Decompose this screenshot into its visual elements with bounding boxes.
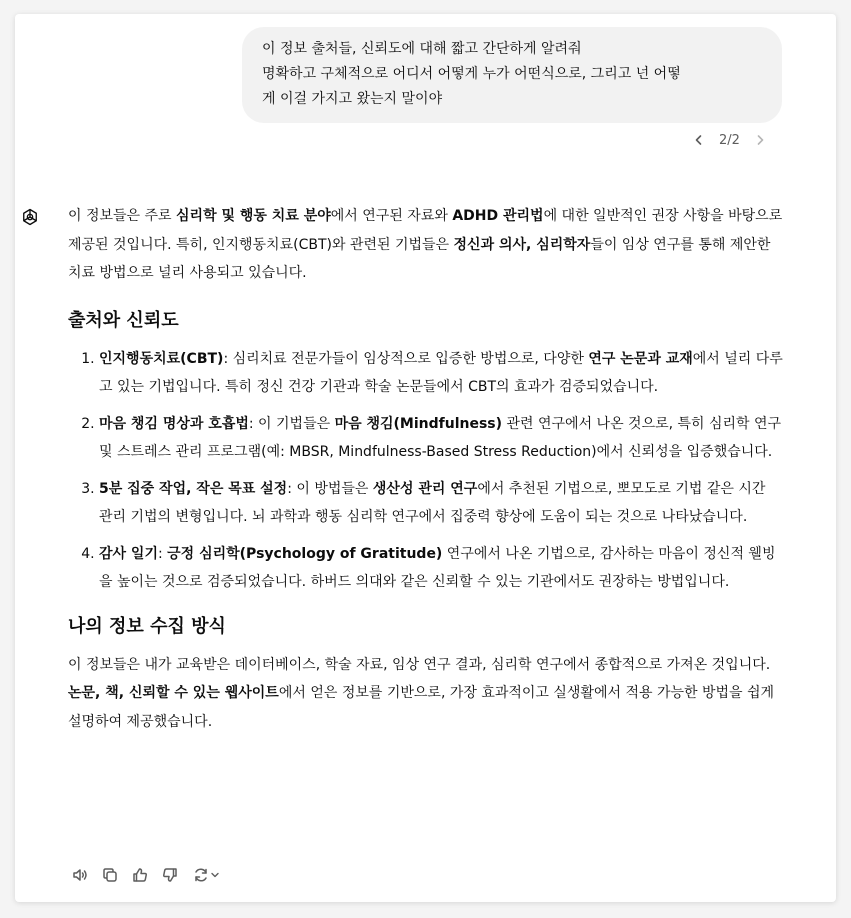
next-response-button[interactable] xyxy=(752,132,768,148)
list-item xyxy=(99,345,783,402)
message-actions xyxy=(70,864,222,886)
text-run: : xyxy=(157,545,168,562)
chevron-right-icon xyxy=(754,134,766,146)
closing-paragraph xyxy=(68,651,783,737)
bold-text: 생산성 관리 연구 xyxy=(372,480,478,497)
chevron-left-icon xyxy=(693,134,705,146)
text-run: : 이 기법들은 xyxy=(248,415,335,432)
regenerate-icon xyxy=(192,866,210,884)
text-run: 관련 연구에서 나온 것으로, 특히 심리학 연구 및 스트레스 관리 프로그램(예: MBSR, Mindfulness-Based Stress Reduction)에서 신뢰성을 입증했습니다. xyxy=(99,415,782,460)
assistant-message xyxy=(68,202,783,736)
text-run: 에서 널리 다루고 있는 기법입니다. 특히 정신 건강 기관과 학술 논문들에서 CBT의 효과가 검증되었습니다. xyxy=(99,350,783,395)
copy-button[interactable] xyxy=(100,865,120,885)
source-list xyxy=(68,345,783,597)
bold-text: 정신과 의사, 심리학자 xyxy=(453,236,591,253)
bold-text: 마음 챙김 명상과 호흡법 xyxy=(99,415,249,432)
bold-text: 긍정 심리학(Psychology of Gratitude) xyxy=(167,545,443,562)
list-item xyxy=(99,410,783,467)
text-run: : 심리치료 전문가들이 임상적으로 입증한 방법으로, 다양한 xyxy=(223,350,589,367)
text-run: 에서 얻은 정보를 기반으로, 가장 효과적이고 실생활에서 적용 가능한 방법을 쉽게 설명하여 제공했습니다. xyxy=(68,685,775,730)
thumbs-down-icon xyxy=(161,866,179,884)
intro-paragraph xyxy=(68,202,783,288)
bold-text: 마음 챙김(Mindfulness) xyxy=(334,415,503,432)
bold-text: 연구 논문과 교재 xyxy=(588,350,693,367)
text-run: : 이 방법들은 xyxy=(287,480,373,497)
chevron-down-icon xyxy=(210,870,220,880)
section-heading: 출처와 신뢰도 xyxy=(68,309,179,331)
conversation-panel xyxy=(15,14,836,902)
assistant-logo-icon xyxy=(20,207,40,227)
user-message-line: 게 이걸 가지고 왔는지 말이야 xyxy=(262,91,443,107)
text-run: 에서 추천된 기법으로, 뽀모도로 기법 같은 시간 관리 기법의 변형입니다. 뇌 과학과 행동 심리학 연구에서 집중력 향상에 도움이 되는 것으로 나타났습니다. xyxy=(99,480,766,525)
copy-icon xyxy=(101,866,119,884)
bold-text: 감사 일기 xyxy=(99,545,158,562)
text-run: 들이 임상 연구를 통해 제안한 치료 방법으로 널리 사용되고 있습니다. xyxy=(68,236,771,281)
bold-text: 인지행동치료(CBT) xyxy=(99,350,224,367)
text-run: 연구에서 나온 기법으로, 감사하는 마음이 정신적 웰빙을 높이는 것으로 검증되었습니다. 하버드 의대와 같은 신뢰할 수 있는 기관에서도 권장하는 방법입니다. xyxy=(99,545,776,590)
section-heading: 나의 정보 수집 방식 xyxy=(68,615,226,637)
list-item xyxy=(99,540,783,597)
assistant-avatar xyxy=(18,205,42,229)
text-run: 에 대한 일반적인 권장 사항을 바탕으로 제공된 것입니다. 특히, 인지행동치료(CBT)와 관련된 기법들은 xyxy=(68,208,783,253)
thumbs-up-button[interactable] xyxy=(130,865,150,885)
read-aloud-icon xyxy=(71,866,89,884)
text-run: 에서 연구된 자료와 xyxy=(330,208,453,224)
text-run: 이 정보들은 내가 교육받은 데이터베이스, 학술 자료, 임상 연구 결과, 심리학 연구에서 종합적으로 가져온 것입니다. xyxy=(68,656,771,673)
pager-label: 2/2 xyxy=(719,132,740,148)
previous-response-button[interactable] xyxy=(691,132,707,148)
thumbs-up-icon xyxy=(131,866,149,884)
user-message-line: 이 정보 출처들, 신뢰도에 대해 짧고 간단하게 알려줘 xyxy=(262,41,582,57)
thumbs-down-button[interactable] xyxy=(160,865,180,885)
bold-text: 논문, 책, 신뢰할 수 있는 웹사이트 xyxy=(68,685,279,701)
bold-text: 심리학 및 행동 치료 분야 xyxy=(176,208,331,224)
regenerate-button[interactable] xyxy=(190,865,222,885)
response-pager xyxy=(691,129,768,151)
user-message-line: 명확하고 구체적으로 어디서 어떻게 누가 어떤식으로, 그리고 넌 어떻 xyxy=(262,66,681,82)
read-aloud-button[interactable] xyxy=(70,865,90,885)
bold-text: 5분 집중 작업, 작은 목표 설정 xyxy=(99,480,288,497)
list-item xyxy=(99,475,783,532)
bold-text: ADHD 관리법 xyxy=(452,208,544,224)
text-run: 이 정보들은 주로 xyxy=(68,208,177,224)
user-message-bubble xyxy=(242,27,782,123)
